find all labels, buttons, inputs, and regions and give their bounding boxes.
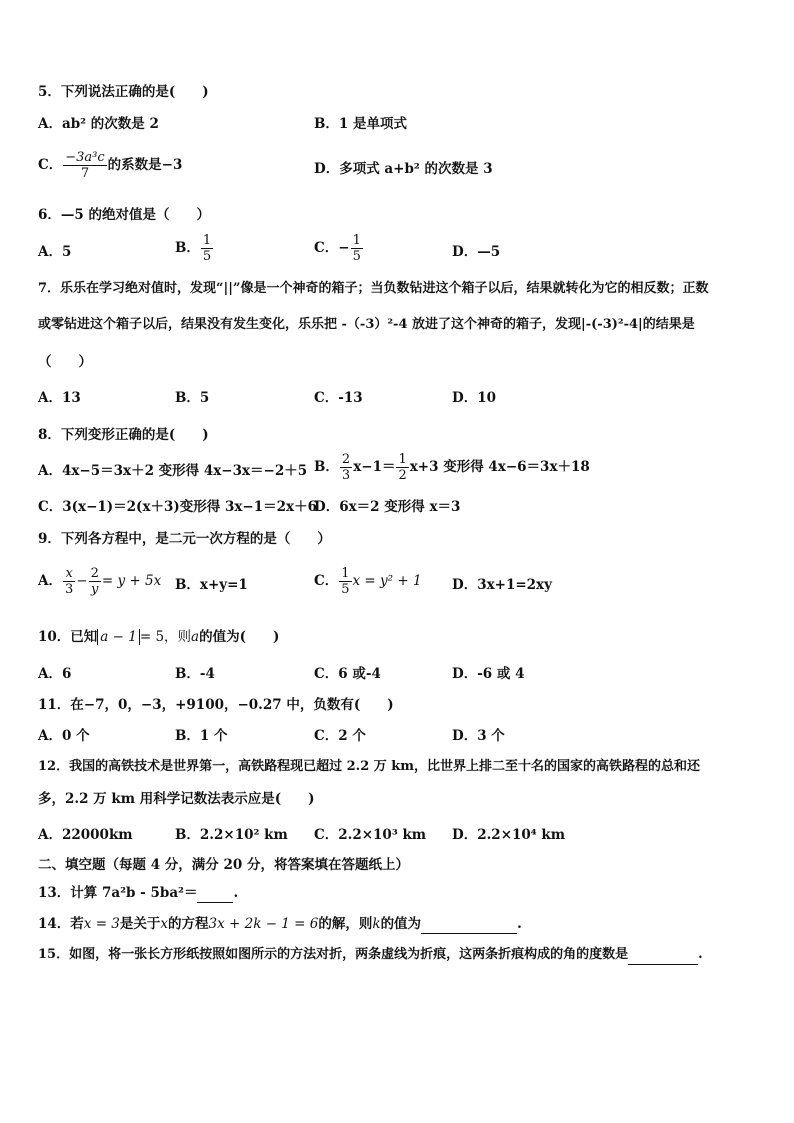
q10-absolute-value: a − 1 (97, 629, 140, 645)
q15-end: . (698, 947, 703, 962)
q14-condition: x = 3 (83, 916, 120, 932)
q14-stem-mid1: 是关于 (119, 916, 161, 932)
q12-option-b: B．2.2×10² km (175, 827, 288, 843)
q14-answer-blank[interactable] (421, 915, 517, 934)
q6-c-numerator: 1 (352, 233, 361, 248)
question-12-line1: 12．我国的高铁技术是世界第一，高铁路程现已超过 2.2 万 km，比世界上排二至十名的国家的高铁路程的总和还 (38, 759, 701, 774)
q14-variable-x: x (160, 916, 169, 932)
q9-c-suffix: x = y² + 1 (352, 573, 422, 589)
q12-option-c: C．2.2×10³ km (314, 827, 427, 843)
q8-b-numerator-2: 1 (398, 452, 407, 467)
q15-stem: 15．如图，将一张长方形纸按照如图所示的方法对折，两条虚线为折痕，这两条折痕构成的角的度数是 (38, 947, 629, 962)
q11-option-a: A．0 个 (38, 728, 90, 744)
q12-option-a: A．22000km (38, 827, 133, 843)
q5-c-fraction (63, 150, 106, 181)
question-13 (38, 884, 238, 903)
q9-option-b: B．x+y=1 (175, 577, 248, 593)
q8-b-suffix: x+3 变形得 4x−6＝3x＋18 (409, 459, 590, 475)
q10-stem-suffix: 的值为( ) (199, 629, 280, 645)
q9-a-suffix: = y + 5x (101, 573, 162, 589)
q14-end: . (517, 916, 522, 932)
q6-option-c (314, 233, 364, 264)
q11-option-d: D．3 个 (452, 728, 505, 744)
q6-option-d: D．—5 (452, 244, 501, 260)
q11-option-b: B．1 个 (175, 728, 228, 744)
q6-b-prefix: B． (175, 240, 200, 256)
q9-c-fraction (339, 566, 351, 597)
question-5-stem: 5．下列说法正确的是( ) (38, 84, 209, 100)
q10-option-b: B．-4 (175, 666, 215, 682)
question-8-stem: 8．下列变形正确的是( ) (38, 427, 209, 443)
q10-variable: a (191, 629, 200, 645)
q9-a-prefix: A． (38, 573, 62, 589)
q6-b-fraction (201, 233, 213, 264)
q14-stem-prefix: 14．若 (38, 916, 84, 932)
q14-variable-k: k (372, 916, 381, 932)
question-14 (38, 915, 522, 934)
q9-c-denominator: 5 (341, 582, 350, 597)
q5-option-b: B．1 是单项式 (314, 116, 408, 132)
question-10-stem (38, 628, 279, 646)
q10-option-c: C．6 或-4 (314, 666, 381, 682)
q8-option-c: C．3(x−1)＝2(x＋3)变形得 3x−1＝2x＋6 (38, 499, 317, 515)
question-12-line2: 多，2.2 万 km 用科学记数法表示应是( ) (38, 791, 315, 807)
q10-option-a: A．6 (38, 666, 72, 682)
q6-b-denominator: 5 (202, 249, 212, 264)
q5-c-suffix: 的系数是−3 (107, 157, 183, 173)
q5-option-d: D．多项式 a+b² 的次数是 3 (314, 161, 493, 177)
q12-option-d: D．2.2×10⁴ km (452, 827, 566, 843)
q9-option-c (314, 566, 422, 597)
q13-end: . (233, 885, 239, 901)
question-7-line3: （ ） (38, 354, 92, 370)
question-9-stem: 9．下列各方程中，是二元一次方程的是（ ） (38, 531, 331, 547)
q10-stem-prefix: 10．已知 (38, 629, 98, 645)
q8-b-fraction-1 (340, 452, 352, 483)
q10-stem-mid: = 5，则 (139, 629, 192, 645)
section-2-title: 二、填空题（每题 4 分，满分 20 分，将答案填在答题纸上） (38, 857, 409, 873)
q8-b-denominator-1: 3 (341, 468, 351, 483)
q8-option-d: D．6x＝2 变形得 x＝3 (314, 499, 461, 515)
q7-option-b: B．5 (175, 390, 210, 406)
q15-answer-blank[interactable] (628, 946, 698, 965)
q14-stem-suffix: 的值为 (380, 916, 422, 932)
q9-c-numerator: 1 (341, 566, 350, 581)
question-11-stem: 11．在−7，0，−3，+9100，−0.27 中，负数有( ) (38, 697, 394, 713)
q7-option-c: C．-13 (314, 390, 363, 406)
q9-a-numerator-2: 2 (90, 566, 99, 581)
q7-option-d: D．10 (452, 390, 496, 406)
q8-b-numerator-1: 2 (341, 452, 351, 467)
q8-b-prefix: B． (314, 459, 339, 475)
q6-b-numerator: 1 (202, 233, 212, 248)
q9-a-denominator-2: y (91, 582, 99, 597)
q9-a-numerator-1: x (63, 566, 75, 582)
question-15 (38, 946, 703, 965)
q6-option-b (175, 233, 214, 264)
q6-c-denominator: 5 (352, 249, 361, 264)
q9-option-a (38, 566, 161, 597)
q6-option-a: A．5 (38, 244, 72, 260)
q9-a-mid: − (76, 573, 88, 589)
question-6-stem: 6．—5 的绝对值是（ ） (38, 207, 210, 223)
q5-option-a: A．ab² 的次数是 2 (38, 116, 159, 132)
q9-a-fraction-1 (63, 566, 75, 597)
q14-equation: 3x + 2k − 1 = 6 (208, 916, 319, 932)
q9-a-fraction-2 (89, 566, 101, 597)
question-7-line2: 或零钻进这个箱子以后，结果没有发生变化，乐乐把 -（-3）²-4 放进了这个神奇的箱子，发现|-(-3)²-4|的结果是 (38, 317, 695, 332)
q11-option-c: C．2 个 (314, 728, 366, 744)
q10-option-d: D．-6 或 4 (452, 666, 525, 682)
q6-c-prefix: C．− (314, 240, 350, 256)
q8-option-b (314, 452, 590, 483)
q6-c-fraction (351, 233, 363, 264)
q8-option-a: A．4x−5＝3x＋2 变形得 4x−3x＝−2＋5 (38, 463, 308, 479)
q8-b-mid: x−1＝ (353, 459, 396, 475)
q8-b-denominator-2: 2 (398, 468, 407, 483)
q13-stem: 13．计算 7a²b - 5ba²＝ (38, 885, 198, 901)
q13-answer-blank[interactable] (197, 884, 233, 903)
q5-c-numerator: −3a³c (65, 150, 105, 165)
q9-option-d: D．3x+1=2xy (452, 577, 552, 593)
q7-option-a: A．13 (38, 390, 81, 406)
q14-stem-mid2: 的方程 (168, 916, 209, 932)
question-7-line1: 7．乐乐在学习绝对值时，发现“||”像是一个神奇的箱子；当负数钻进这个箱子以后，结果就转化为它的相反数；正数 (38, 281, 709, 296)
q5-c-prefix: C． (38, 157, 63, 173)
q8-b-fraction-2 (396, 452, 408, 483)
q9-a-denominator-1: 3 (64, 582, 74, 597)
q5-option-c (38, 150, 182, 181)
q5-c-denominator: 7 (80, 166, 90, 181)
q9-c-prefix: C． (314, 573, 339, 589)
q14-stem-mid3: 的解，则 (318, 916, 373, 932)
